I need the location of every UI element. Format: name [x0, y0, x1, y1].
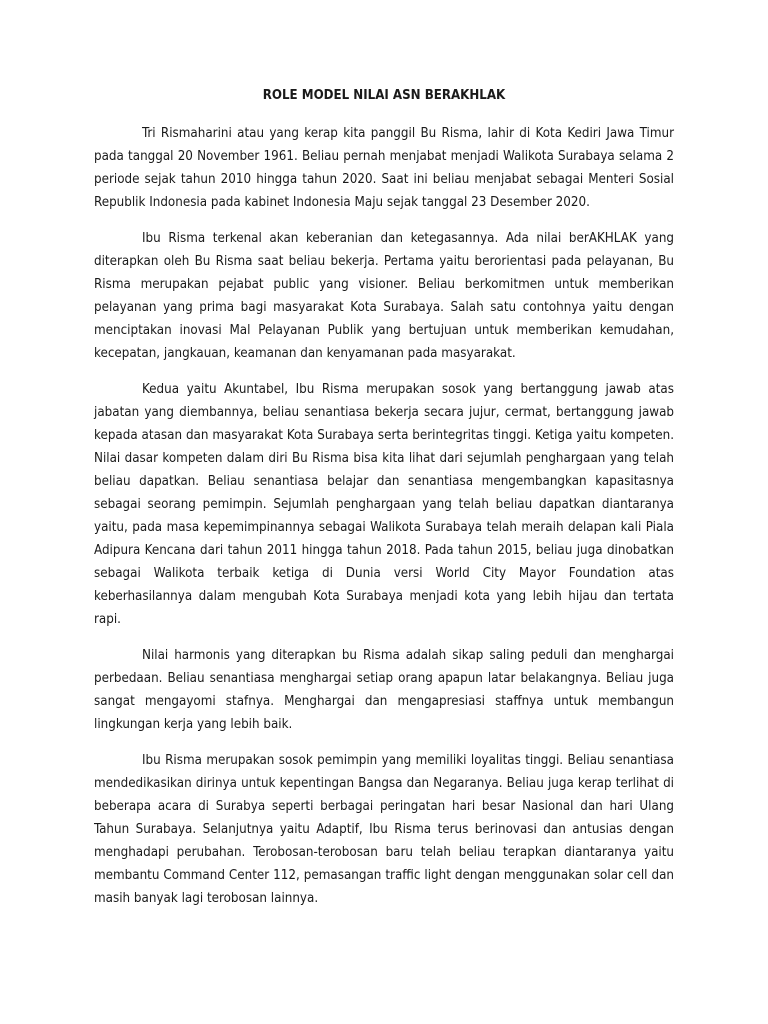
paragraph-biography: Tri Rismaharini atau yang kerap kita panggil Bu Risma, lahir di Kota Kediri Jawa Timur pada tanggal 20 November 1961. Beliau pernah menjabat menjadi Walikota Surabaya selama 2 periode sejak tahun 2010 hingga tahun 2020. Saat ini beliau menjabat sebagai Menteri Sosial Republik Indonesia pada kabinet Indonesia Maju sejak tanggal 23 Desember 2020. — [94, 126, 674, 210]
paragraph-service-orientation: Ibu Risma terkenal akan keberanian dan ketegasannya. Ada nilai berAKHLAK yang diterapkan oleh Bu Risma saat beliau bekerja. Pertama yaitu berorientasi pada pelayanan, Bu Risma merupakan pejabat public yang visioner. Beliau berkomitmen untuk memberikan pelayanan yang prima bagi masyarakat Kota Surabaya. Salah satu contohnya yaitu dengan menciptakan inovasi Mal Pelayanan Publik yang bertujuan untuk memberikan kemudahan, kecepatan, jangkauan, keamanan dan kenyamanan pada masyarakat. — [94, 231, 674, 361]
paragraph-accountable-competent: Kedua yaitu Akuntabel, Ibu Risma merupakan sosok yang bertanggung jawab atas jabatan yang diembannya, beliau senantiasa bekerja secara jujur, cermat, bertanggung jawab kepada atasan dan masyarakat Kota Surabaya serta berintegritas tinggi. Ketiga yaitu kompeten. Nilai dasar kompeten dalam diri Bu Risma bisa kita lihat dari sejumlah penghargaan yang telah beliau dapatkan. Beliau senantiasa belajar dan senantiasa mengembangkan kapasitasnya sebagai seorang pemimpin. Sejumlah penghargaan yang telah beliau dapatkan diantaranya yaitu, pada masa kepemimpinannya sebagai Walikota Surabaya telah meraih delapan kali Piala Adipura Kencana dari tahun 2011 hingga tahun 2018. Pada tahun 2015, beliau juga dinobatkan sebagai Walikota terbaik ketiga di Dunia versi World City Mayor Foundation atas keberhasilannya dalam mengubah Kota Surabaya menjadi kota yang lebih hijau dan tertata rapi. — [94, 382, 674, 627]
paragraph-loyal-adaptive: Ibu Risma merupakan sosok pemimpin yang memiliki loyalitas tinggi. Beliau senantiasa mendedikasikan dirinya untuk kepentingan Bangsa dan Negaranya. Beliau juga kerap terlihat di beberapa acara di Surabya seperti berbagai peringatan hari besar Nasional dan hari Ulang Tahun Surabaya. Selanjutnya yaitu Adaptif, Ibu Risma terus berinovasi dan antusias dengan menghadapi perubahan. Terobosan-terobosan baru telah beliau terapkan diantaranya yaitu membantu Command Center 112, pemasangan traffic light dengan menggunakan solar cell dan masih banyak lagi terobosan lainnya. — [94, 753, 674, 906]
document-title: ROLE MODEL NILAI ASN BERAKHLAK — [262, 88, 506, 103]
paragraph-harmonious: Nilai harmonis yang diterapkan bu Risma adalah sikap saling peduli dan menghargai perbedaan. Beliau senantiasa menghargai setiap orang apapun latar belakangnya. Beliau juga sangat mengayomi stafnya. Menghargai dan mengapresiasi staffnya untuk membangun lingkungan kerja yang lebih baik. — [94, 648, 674, 732]
